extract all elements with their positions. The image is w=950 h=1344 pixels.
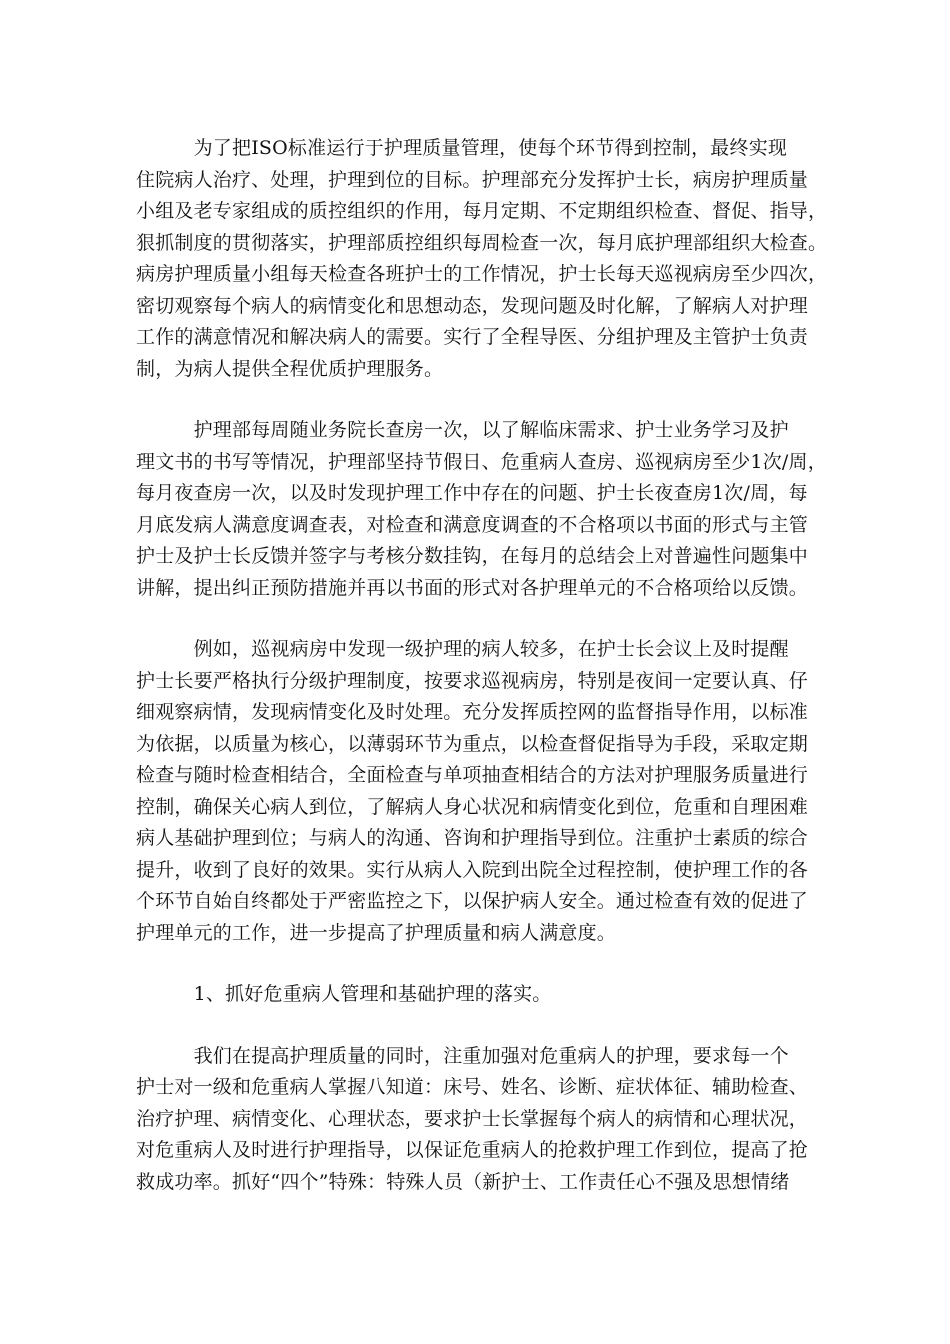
section-heading xyxy=(136,979,816,1011)
text-line: 控制，确保关心病人到位，了解病人身心状况和病情变化到位，危重和自理困难 xyxy=(136,795,809,818)
text-line: 治疗护理、病情变化、心理状态，要求护士长掌握每个病人的病情和心理状况， xyxy=(136,1107,809,1130)
text-line: 提升，收到了良好的效果。实行从病人入院到出院全过程控制，使护理工作的各 xyxy=(136,858,809,881)
text-line: 救成功率。抓好“四个”特殊：特殊人员（新护士、工作责任心不强及思想情绪 xyxy=(136,1170,790,1193)
text-line: 狠抓制度的贯彻落实，护理部质控组织每周检查一次，每月底护理部组织大检查。 xyxy=(136,231,828,254)
text-line: 个环节自始自终都处于严密监控之下，以保护病人安全。通过检查有效的促进了 xyxy=(136,890,809,912)
text-line: 护理部每周随业务院长查房一次，以了解临床需求、护士业务学习及护 xyxy=(136,419,789,441)
text-line: 月底发病人满意度调查表，对检查和满意度调查的不合格项以书面的形式与主管 xyxy=(136,513,809,536)
paragraph-example-supervision xyxy=(136,634,816,949)
document-body xyxy=(136,133,828,1228)
text-line: 病人基础护理到位；与病人的沟通、咨询和护理指导到位。注重护士素质的综合 xyxy=(136,827,809,849)
text-line: 制，为病人提供全程优质护理服务。 xyxy=(136,357,444,380)
text-line: 为了把ISO标准运行于护理质量管理，使每个环节得到控制，最终实现 xyxy=(136,137,788,159)
text-line: 为依据，以质量为核心，以薄弱环节为重点，以检查督促指导为手段，采取定期 xyxy=(136,732,809,755)
paragraph-critical-patients xyxy=(136,1041,816,1199)
heading-text: 1、抓好危重病人管理和基础护理的落实。 xyxy=(136,983,552,1005)
text-line: 病房护理质量小组每天检查各班护士的工作情况，护士长每天巡视病房至少四次， xyxy=(136,263,828,285)
text-line: 密切观察每个病人的病情变化和思想动态，发现问题及时化解，了解病人对护理 xyxy=(136,294,809,317)
text-line: 护理单元的工作，进一步提高了护理质量和病人满意度。 xyxy=(136,921,617,944)
text-line: 护士长要严格执行分级护理制度，按要求巡视病房，特别是夜间一定要认真、仔 xyxy=(136,669,809,692)
text-line: 检查与随时检查相结合，全面检查与单项抽查相结合的方法对护理服务质量进行 xyxy=(136,764,809,786)
text-line: 讲解，提出纠正预防措施并再以书面的形式对各护理单元的不合格项给以反馈。 xyxy=(136,576,809,599)
text-line: 护士及护士长反馈并签字与考核分数挂钩，在每月的总结会上对普遍性问题集中 xyxy=(136,545,809,567)
paragraph-ward-rounds xyxy=(136,415,827,604)
text-line: 细观察病情，发现病情变化及时处理。充分发挥质控网的监督指导作用，以标准 xyxy=(136,701,809,723)
paragraph-iso-quality xyxy=(136,133,828,385)
text-line: 我们在提高护理质量的同时，注重加强对危重病人的护理，要求每一个 xyxy=(136,1044,789,1067)
text-line: 每月夜查房一次，以及时发现护理工作中存在的问题、护士长夜查房1次/周，每 xyxy=(136,482,808,504)
text-line: 工作的满意情况和解决病人的需要。实行了全程导医、分组护理及主管护士负责 xyxy=(136,326,809,348)
text-line: 护士对一级和危重病人掌握八知道：床号、姓名、诊断、症状体征、辅助检查、 xyxy=(136,1076,809,1098)
text-line: 对危重病人及时进行护理指导，以保证危重病人的抢救护理工作到位，提高了抢 xyxy=(136,1139,809,1161)
text-line: 理文书的书写等情况，护理部坚持节假日、危重病人查房、巡视病房至少1次/周， xyxy=(136,450,827,473)
text-line: 例如，巡视病房中发现一级护理的病人较多，在护士长会议上及时提醒 xyxy=(136,638,789,660)
text-line: 小组及老专家组成的质控组织的作用，每月定期、不定期组织检查、督促、指导， xyxy=(136,200,828,222)
text-line: 住院病人治疗、处理，护理到位的目标。护理部充分发挥护士长，病房护理质量 xyxy=(136,168,809,191)
